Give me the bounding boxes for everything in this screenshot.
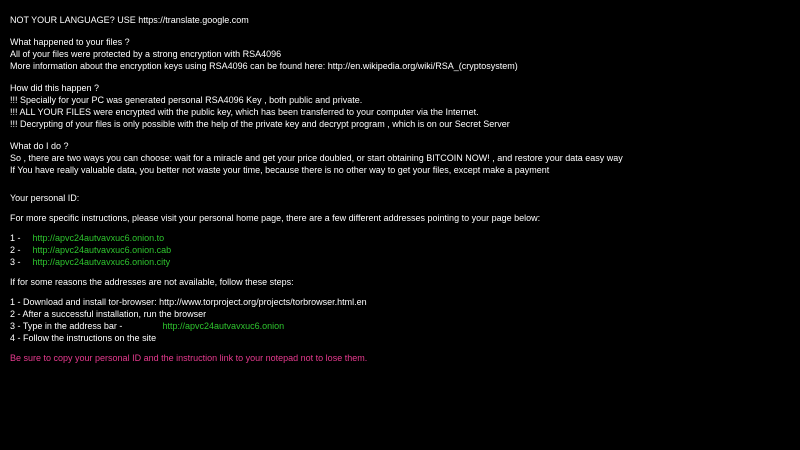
- step-3-label: 3 - Type in the address bar -: [10, 321, 123, 331]
- how-did-line-3: !!! Decrypting of your files is only possible with the help of the private key and decrypt program , which is on our Secret Server: [10, 119, 510, 129]
- how-did-title: How did this happen ?: [10, 83, 100, 93]
- ransom-note: [10, 14, 790, 364]
- what-happened-line-1: All of your files were protected by a strong encryption with RSA4096: [10, 49, 282, 59]
- how-did-line-1: !!! Specially for your PC was generated personal RSA4096 Key , both public and private.: [10, 95, 363, 105]
- onion-link-cab[interactable]: http://apvc24autvavxuc6.onion.cab: [32, 245, 172, 255]
- what-happened-title: What happened to your files ?: [10, 37, 130, 47]
- step-1: 1 - Download and install tor-browser: http://www.torproject.org/projects/torbrowser.html.en: [10, 297, 367, 307]
- onion-link-direct[interactable]: http://apvc24autvavxuc6.onion: [162, 321, 285, 331]
- onion-link-city[interactable]: http://apvc24autvavxuc6.onion.city: [32, 257, 171, 267]
- language-notice: NOT YOUR LANGUAGE? USE https://translate.google.com: [10, 15, 249, 25]
- step-4: 4 - Follow the instructions on the site: [10, 333, 157, 343]
- address-number-1: 1 -: [10, 233, 21, 243]
- step-2: 2 - After a successful installation, run the browser: [10, 309, 207, 319]
- what-do-title: What do I do ?: [10, 141, 69, 151]
- what-do-line-2: If You have really valuable data, you better not waste your time, because there is no other way to get your files, except make a payment: [10, 165, 550, 175]
- address-row-2: [10, 244, 790, 256]
- fallback-intro: If for some reasons the addresses are not available, follow these steps:: [10, 277, 294, 287]
- warning-text: Be sure to copy your personal ID and the instruction link to your notepad not to lose them.: [10, 353, 368, 363]
- how-did-line-2: !!! ALL YOUR FILES were encrypted with the public key, which has been transferred to your computer via the Internet.: [10, 107, 479, 117]
- instructions-intro: For more specific instructions, please visit your personal home page, there are a few different addresses pointing to your page below:: [10, 213, 541, 223]
- address-row-1: [10, 232, 790, 244]
- address-row-3: [10, 256, 790, 268]
- what-happened-line-2: More information about the encryption keys using RSA4096 can be found here: http://en.wikipedia.org/wiki/RSA_(cryptosystem): [10, 61, 518, 71]
- onion-link-to[interactable]: http://apvc24autvavxuc6.onion.to: [32, 233, 165, 243]
- personal-id-label: Your personal ID:: [10, 193, 80, 203]
- step-3: [10, 320, 790, 332]
- what-do-line-1: So , there are two ways you can choose: wait for a miracle and get your price doubled, or start obtaining BITCOIN NOW! , and restore your data easy way: [10, 153, 623, 163]
- address-number-3: 3 -: [10, 257, 21, 267]
- address-number-2: 2 -: [10, 245, 21, 255]
